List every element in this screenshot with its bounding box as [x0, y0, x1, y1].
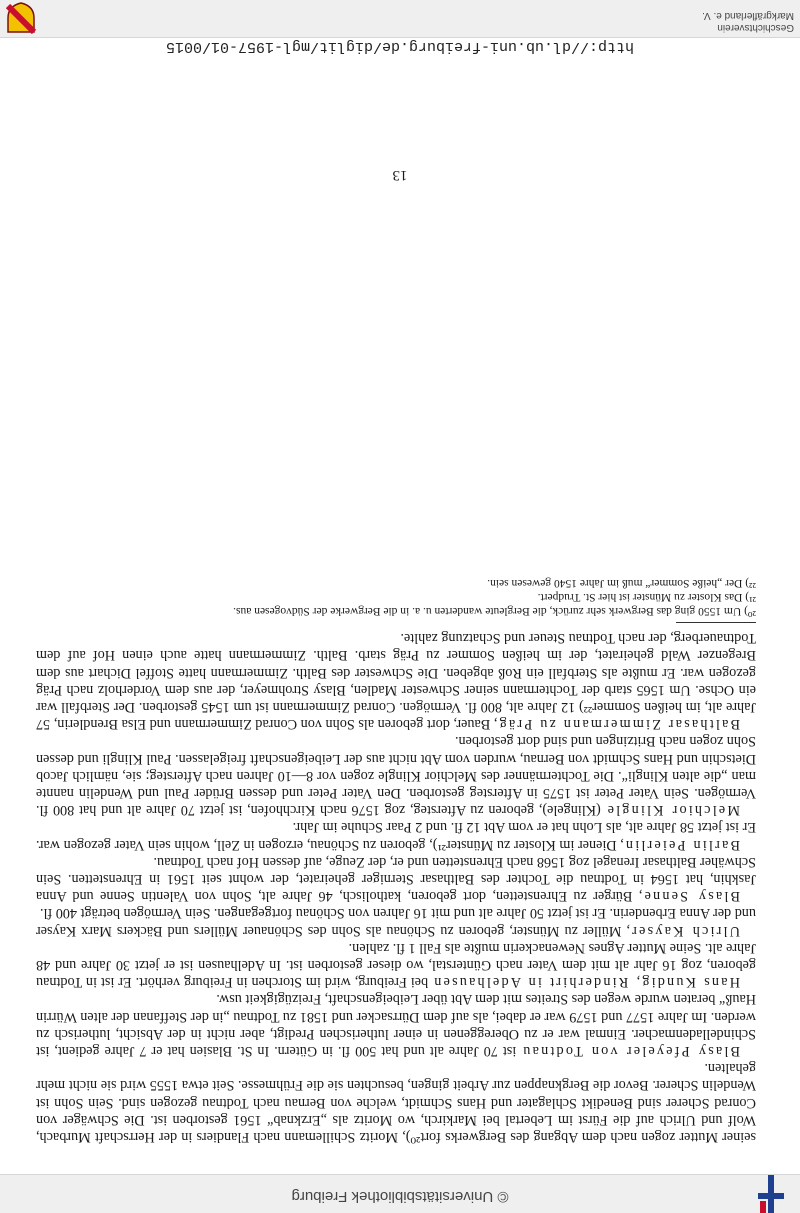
footnote: ²⁰) Um 1550 ging das Bergwerk sehr zurück, die Bergleute wanderten u. a. in die Bergwerke der Südvogesen aus. [233, 604, 756, 617]
coat-of-arms-icon [6, 2, 36, 34]
paragraph: seiner Mutter zogen nach dem Abgang des Bergwerks fort²⁰), Moritz Schillemann nach Flandiers in der Herrschaft Murbach, Wolf und Ulrich auf die Fürst im Lebertal bei Markirch, wo Moritz als „Erzknab“ 1561 gestorben ist. Die Schwäger von Conrad Scherer sind Benedikt Schlagater und Hans Schmidt, welche von Bernau nach Todtnau gezogen sind. Sein Sohn ist Wendelin Scherer. Bevor die Bergknappen zur Arbeit gingen, besuchten sie die Frühmesse. Seit etwa 1555 wird sie nicht mehr gehalten. [36, 1060, 756, 1145]
society-name: Geschichtsverein Markgräflerland e. V. [702, 10, 794, 33]
footnote-divider [676, 622, 756, 623]
paragraph: Hans Kundig, Rinderhirt in Adelhausen bei Freiburg, wird im Storchen in Freiburg verhört. Er ist in Todtnau geboren, zog 16 Jahr alt mit dem Vater nach Günterstal, wo dieser gestorben ist. In Adelhausen ist er jetzt 30 Jahre und 48 Jahre alt. Seine Mutter Agnes Newenackerin mußte als Fall 1 fl. zahlen. [36, 939, 756, 991]
footnotes [36, 576, 756, 618]
footnote: ²²) Der „heiße Sommer“ muß im Jahre 1540 gewesen sein. [487, 576, 756, 589]
society-footer-bar [0, 0, 800, 38]
paragraph: Blasy Senne, Bürger zu Ehrenstetten, dort geboren, katholisch, 46 Jahre alt, Sohn von Valentin Senne und Anna Jaskhin, hat 1564 in Todtnau die Tochter des Balthasar Sterniger geheiratet, der wohnt seit 1561 in Ehrenstetten. Sein Schwäher Balthasar Irenagel zog 1568 nach Ehrenstetten und er, der Zeuge, auf dessen Hof nach Todtnau. [36, 853, 756, 905]
paragraph: Balthasar Zimmermann zu Präg, Bauer, dort geboren als Sohn von Conrad Zimmermann und Elsa Brendlerin, 57 Jahre alt, im heißen Sommer²²) 12 Jahre alt, 800 fl. Vermögen. Conrad Zimmermann ist um 1545 gestorben. Der Sterbfall war ein Ochse. Um 1565 starb der Tochtermann seiner Schwester Madlen, Blasy Strohmeyer, der aus dem Vorderholz nach Präg gezogen war. Er mußte als Sterbfall ein Roß abgeben. Die Schwester des Balth. Zimmermann hatte Stoffel Dichart aus dem Bregenzer Wald geheiratet, der im heißen Sommer zu Präg starb. Balth. Zimmermann hatte auch einen Hof auf dem Todtnauerberg, der nach Todtnau Steuer und Schatzung zahlte. [35, 630, 756, 733]
paragraph: Ulrich Kayser, Müller zu Münster, geboren zu Schönau als Sohn des Schönauer Müllers und Bäckers Marx Kayser und der Anna Erbenderin. Er ist jetzt 50 Jahre alt und mit 16 Jahren von Schönau fortgegangen. Sein Vermögen beträgt 400 fl. [36, 905, 756, 939]
copyright-notice: © Universitätsbibliothek Freiburg [291, 1188, 509, 1205]
paragraph: Barlin Peierlin, Diener im Kloster zu Münster²¹), geboren zu Schönau, erzogen in Zell, wohin sein Vater gezogen war. Er ist jetzt 58 Jahre alt, als Lohn hat er vom Abt 12 fl. und 2 Paar Schuhe im Jahr. [36, 819, 756, 853]
page-body-text [36, 629, 756, 1145]
document-page [36, 576, 756, 1145]
page-number: 13 [392, 167, 408, 183]
permalink-url[interactable]: http://dl.ub.uni-freiburg.de/diglit/mgl-1957-01/0015 [165, 38, 635, 55]
footnote: ²¹) Das Kloster zu Münster ist hier St. Trudpert. [537, 590, 756, 603]
paragraph: Blasy Pfeyeler von Todtnau ist 70 Jahre alt und hat 500 fl. in Gütern. In St. Blasien hat er 7 Jahre gedient, ist Schindelladenmacher. Einmal war er zu Obereggenen in einer lutherischen Predigt, aber nicht in der Absicht, lutherisch zu werden. Im Jahre 1577 und 1579 war er dabei, als auf dem Dürrsacker und 1581 zu Todtnau „in der Steffanan der alten Würrin Hauß“ beraten wurde wegen des Streites mit dem Abt über Leibeigenschaft, Freizügigkeit usw. [36, 991, 756, 1059]
paragraph: Melchior Klingle (Klingele), geboren zu Aftersteg, zog 1576 nach Kirchhofen, ist jetzt 70 Jahre alt und hat 800 fl. Vermögen. Sein Vater Peter ist 1575 in Aftersteg gestorben. Den Vater Peter und dessen Brüder Paul und Wendelin nannte man „die alten Klingli“. Die Tochtermänner des Melchior Klingle zogen vor 8—10 Jahren nach Aftersteg; sie, nämlich Jacob Dietschin und Hans Schmidt von Bernau, wurden vom Abt nicht aus der Leibeigenschaft freigelassen. Paul Klingli und dessen Sohn zogen nach Britzingen und sind dort gestorben. [36, 733, 756, 819]
library-header-bar [0, 1174, 800, 1213]
